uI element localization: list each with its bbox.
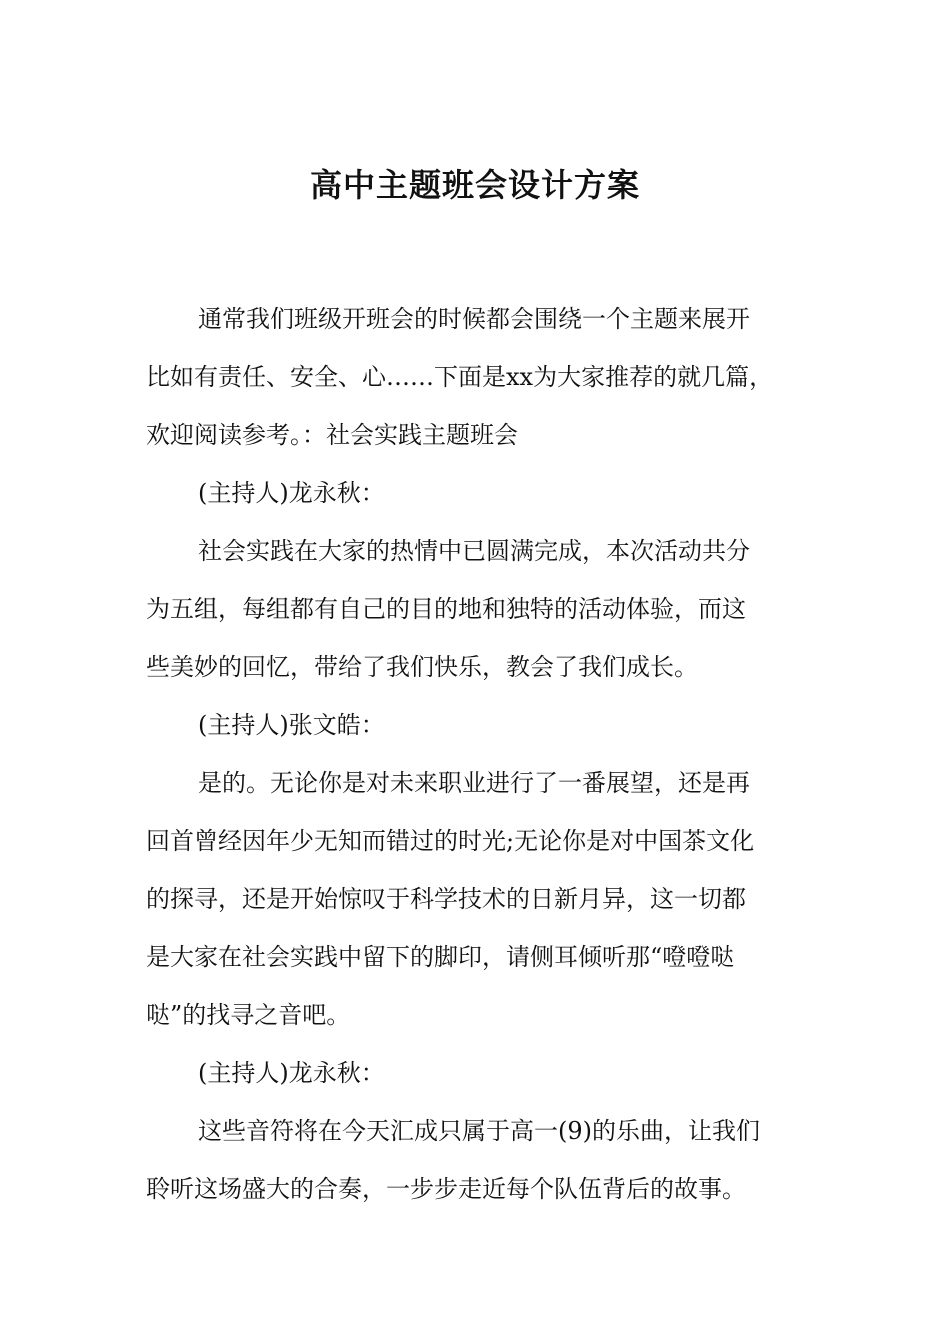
text-line: 比如有责任、安全、心……下面是xx为大家推荐的就几篇，: [146, 363, 774, 391]
text-line: 社会实践在大家的热情中已圆满完成，本次活动共分: [198, 537, 750, 565]
text-line: 欢迎阅读参考。：社会实践主题班会: [146, 421, 518, 449]
paragraph-text: [146, 1102, 816, 1218]
paragraph-intro: [146, 290, 816, 464]
paragraph-text: [146, 522, 816, 696]
text-line: 哒”的找寻之音吧。: [146, 1001, 351, 1029]
text-line: 是大家在社会实践中留下的脚印，请侧耳倾听那“噔噔哒: [146, 943, 735, 971]
document-title: 高中主题班会设计方案: [309, 166, 640, 204]
text-line: 些美妙的回忆，带给了我们快乐，教会了我们成长。: [146, 653, 698, 681]
text-line: 这些音符将在今天汇成只属于高一(9)的乐曲，让我们: [198, 1117, 760, 1145]
speaker-label: (主持人)龙永秋：: [198, 479, 385, 507]
paragraph-speaker: [146, 696, 816, 754]
document-body: [146, 290, 816, 1218]
paragraph-speaker: [146, 464, 816, 522]
text-line: 通常我们班级开班会的时候都会围绕一个主题来展开: [198, 305, 750, 333]
speaker-label: (主持人)龙永秋：: [198, 1059, 385, 1087]
text-line: 回首曾经因年少无知而错过的时光;无论你是对中国茶文化: [146, 827, 755, 855]
paragraph-speaker: [146, 1044, 816, 1102]
text-line: 的探寻，还是开始惊叹于科学技术的日新月异，这一切都: [146, 885, 746, 913]
text-line: 为五组，每组都有自己的目的地和独特的活动体验，而这: [146, 595, 746, 623]
paragraph-text: [146, 754, 816, 1044]
text-line: 是的。无论你是对未来职业进行了一番展望，还是再: [198, 769, 750, 797]
speaker-label: (主持人)张文皓：: [198, 711, 385, 739]
text-line: 聆听这场盛大的合奏，一步步走近每个队伍背后的故事。: [146, 1175, 746, 1203]
